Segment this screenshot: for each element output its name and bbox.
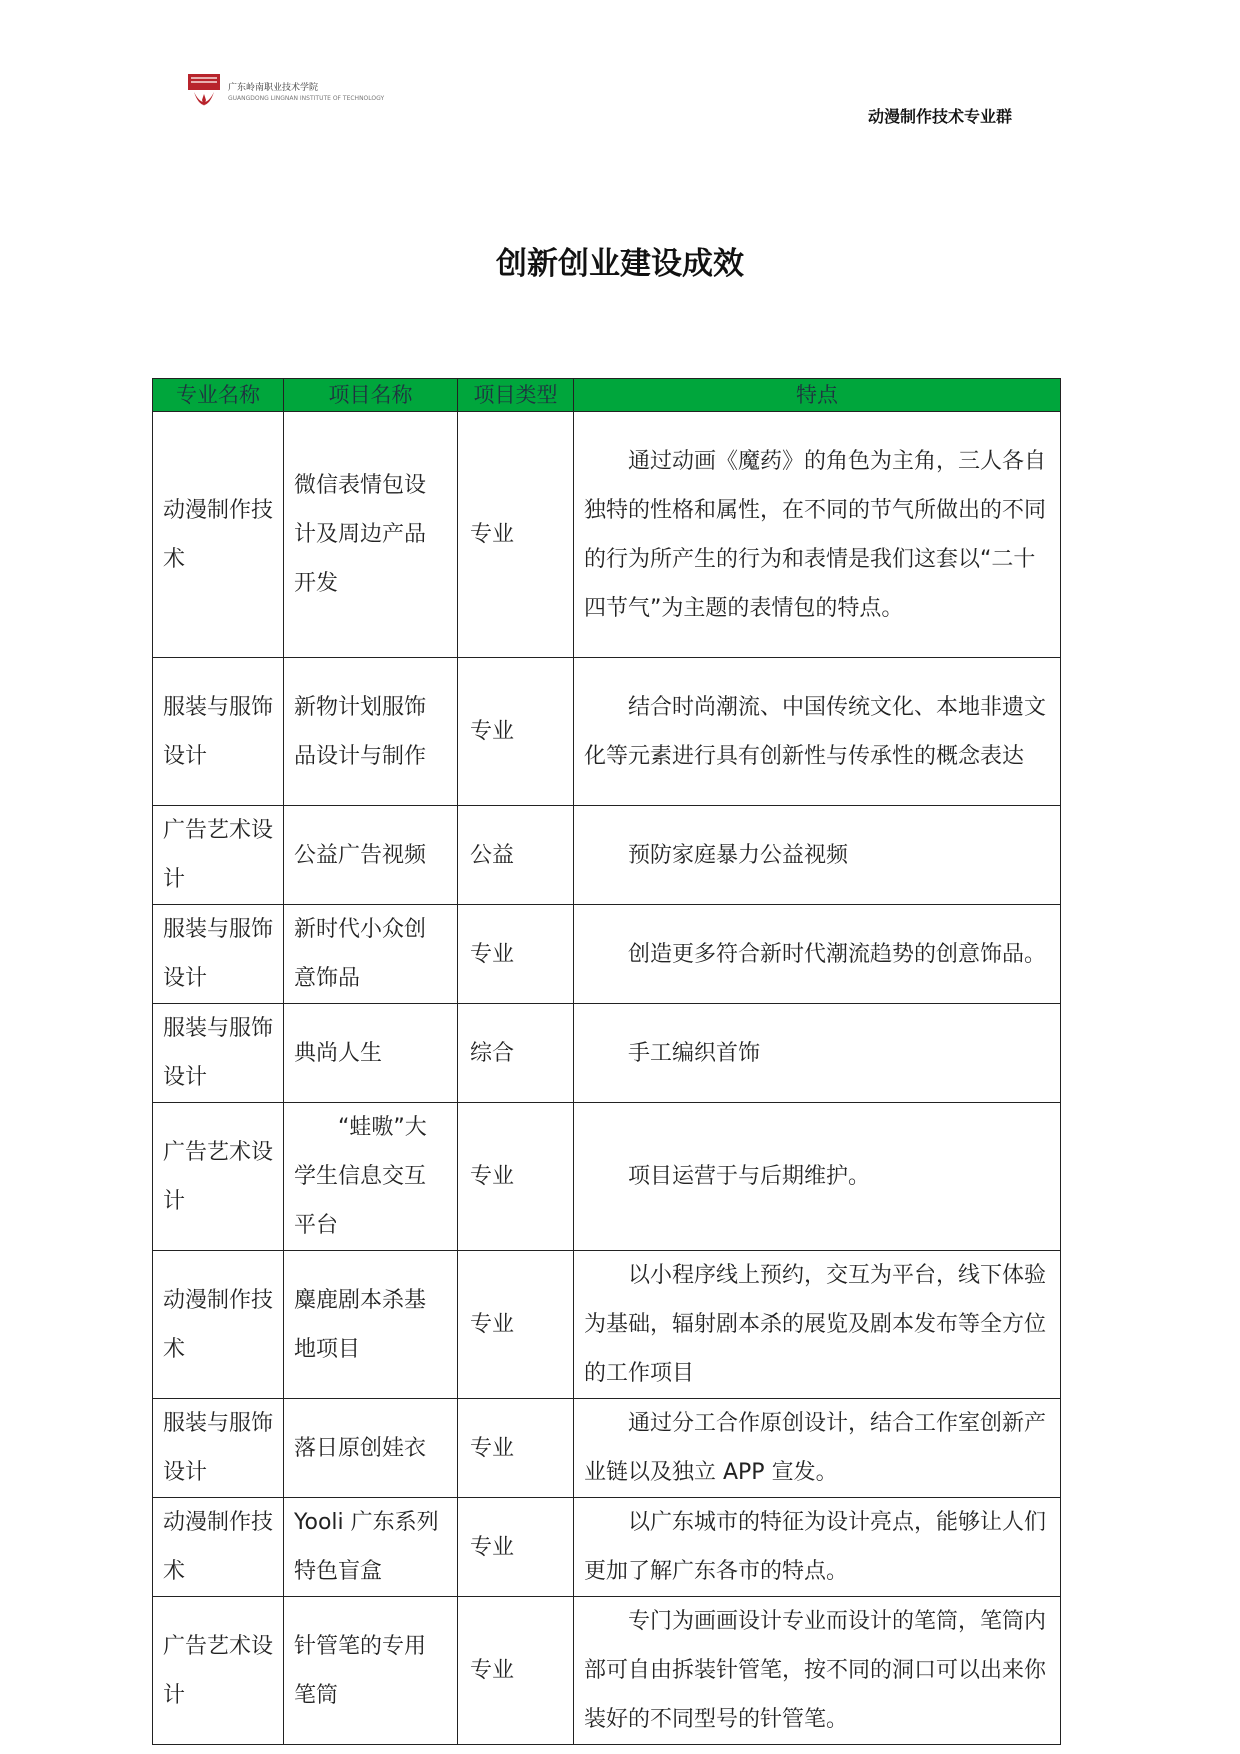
cell-type: 专业 <box>458 1399 574 1498</box>
feature-text: 手工编织首饰 <box>628 1040 761 1066</box>
cell-major: 广告艺术设计 <box>153 806 284 905</box>
cell-type: 专业 <box>458 1103 574 1251</box>
cell-major: 动漫制作技术 <box>153 1498 284 1597</box>
cell-type: 专业 <box>458 412 574 658</box>
cell-type: 专业 <box>458 1597 574 1745</box>
cell-type: 专业 <box>458 658 574 806</box>
cell-feature <box>574 412 1061 658</box>
cell-type: 公益 <box>458 806 574 905</box>
table-row <box>153 1251 1061 1399</box>
table-row <box>153 1498 1061 1597</box>
college-emblem-icon <box>188 74 224 114</box>
cell-major: 广告艺术设计 <box>153 1103 284 1251</box>
cell-type: 专业 <box>458 905 574 1004</box>
table-row <box>153 806 1061 905</box>
cell-project: “蛙嗷”大学生信息交互平台 <box>284 1103 458 1251</box>
column-header-feature: 特点 <box>574 379 1061 412</box>
cell-major: 服装与服饰设计 <box>153 1004 284 1103</box>
cell-project: 公益广告视频 <box>284 806 458 905</box>
cell-feature <box>574 905 1061 1004</box>
cell-project: 针管笔的专用笔筒 <box>284 1597 458 1745</box>
cell-type: 综合 <box>458 1004 574 1103</box>
feature-text: 结合时尚潮流、中国传统文化、本地非遗文化等元素进行具有创新性与传承性的概念表达 <box>584 694 1047 769</box>
feature-text: 通过分工合作原创设计，结合工作室创新产业链以及独立 APP 宣发。 <box>584 1411 1047 1485</box>
table-row <box>153 1004 1061 1103</box>
feature-text: 以广东城市的特征为设计亮点，能够让人们更加了解广东各市的特点。 <box>584 1510 1047 1584</box>
feature-text: 创造更多符合新时代潮流趋势的创意饰品。 <box>628 941 1047 967</box>
table-row <box>153 412 1061 658</box>
cell-feature <box>574 658 1061 806</box>
cell-major: 服装与服饰设计 <box>153 905 284 1004</box>
header-department: 动漫制作技术专业群 <box>868 107 1013 126</box>
cell-project: 微信表情包设计及周边产品开发 <box>284 412 458 658</box>
cell-project: 新时代小众创意饰品 <box>284 905 458 1004</box>
cell-type: 专业 <box>458 1251 574 1399</box>
table-row <box>153 905 1061 1004</box>
feature-text: 预防家庭暴力公益视频 <box>628 842 849 868</box>
cell-feature <box>574 1399 1061 1498</box>
table-header-row <box>153 379 1061 412</box>
cell-major: 动漫制作技术 <box>153 1251 284 1399</box>
column-header-project: 项目名称 <box>284 379 458 412</box>
table-row <box>153 1597 1061 1745</box>
cell-project: 典尚人生 <box>284 1004 458 1103</box>
cell-major: 广告艺术设计 <box>153 1597 284 1745</box>
column-header-major: 专业名称 <box>153 379 284 412</box>
page-title: 创新创业建设成效 <box>496 246 744 282</box>
cell-project: 新物计划服饰品设计与制作 <box>284 658 458 806</box>
cell-feature <box>574 1251 1061 1399</box>
cell-feature <box>574 1004 1061 1103</box>
cell-project: Yooli 广东系列特色盲盒 <box>284 1498 458 1597</box>
table-row <box>153 658 1061 806</box>
column-header-type: 项目类型 <box>458 379 574 412</box>
cell-feature <box>574 1103 1061 1251</box>
feature-text: 专门为画画设计专业而设计的笔筒，笔筒内部可自由拆装针管笔，按不同的洞口可以出来你装好的不同型号的针管笔。 <box>584 1609 1047 1732</box>
projects-table <box>152 378 1061 1745</box>
cell-major: 服装与服饰设计 <box>153 658 284 806</box>
cell-type: 专业 <box>458 1498 574 1597</box>
cell-project: 麋鹿剧本杀基地项目 <box>284 1251 458 1399</box>
cell-feature <box>574 1597 1061 1745</box>
logo-college-english-name: GUANGDONG LINGNAN INSTITUTE OF TECHNOLOGY <box>228 95 385 102</box>
feature-text: 通过动画《魔药》的角色为主角，三人各自独特的性格和属性，在不同的节气所做出的不同的行为所产生的行为和表情是我们这套以“二十四节气”为主题的表情包的特点。 <box>584 448 1047 621</box>
cell-major: 服装与服饰设计 <box>153 1399 284 1498</box>
college-logo <box>188 74 428 124</box>
table-row <box>153 1103 1061 1251</box>
cell-major: 动漫制作技术 <box>153 412 284 658</box>
feature-text: 以小程序线上预约，交互为平台，线下体验为基础，辐射剧本杀的展览及剧本发布等全方位的工作项目 <box>584 1263 1047 1386</box>
feature-text: 项目运营于与后期维护。 <box>628 1164 871 1189</box>
table-row <box>153 1399 1061 1498</box>
cell-project: 落日原创娃衣 <box>284 1399 458 1498</box>
cell-feature <box>574 1498 1061 1597</box>
cell-feature <box>574 806 1061 905</box>
logo-college-name: 广东岭南职业技术学院 <box>228 83 319 93</box>
